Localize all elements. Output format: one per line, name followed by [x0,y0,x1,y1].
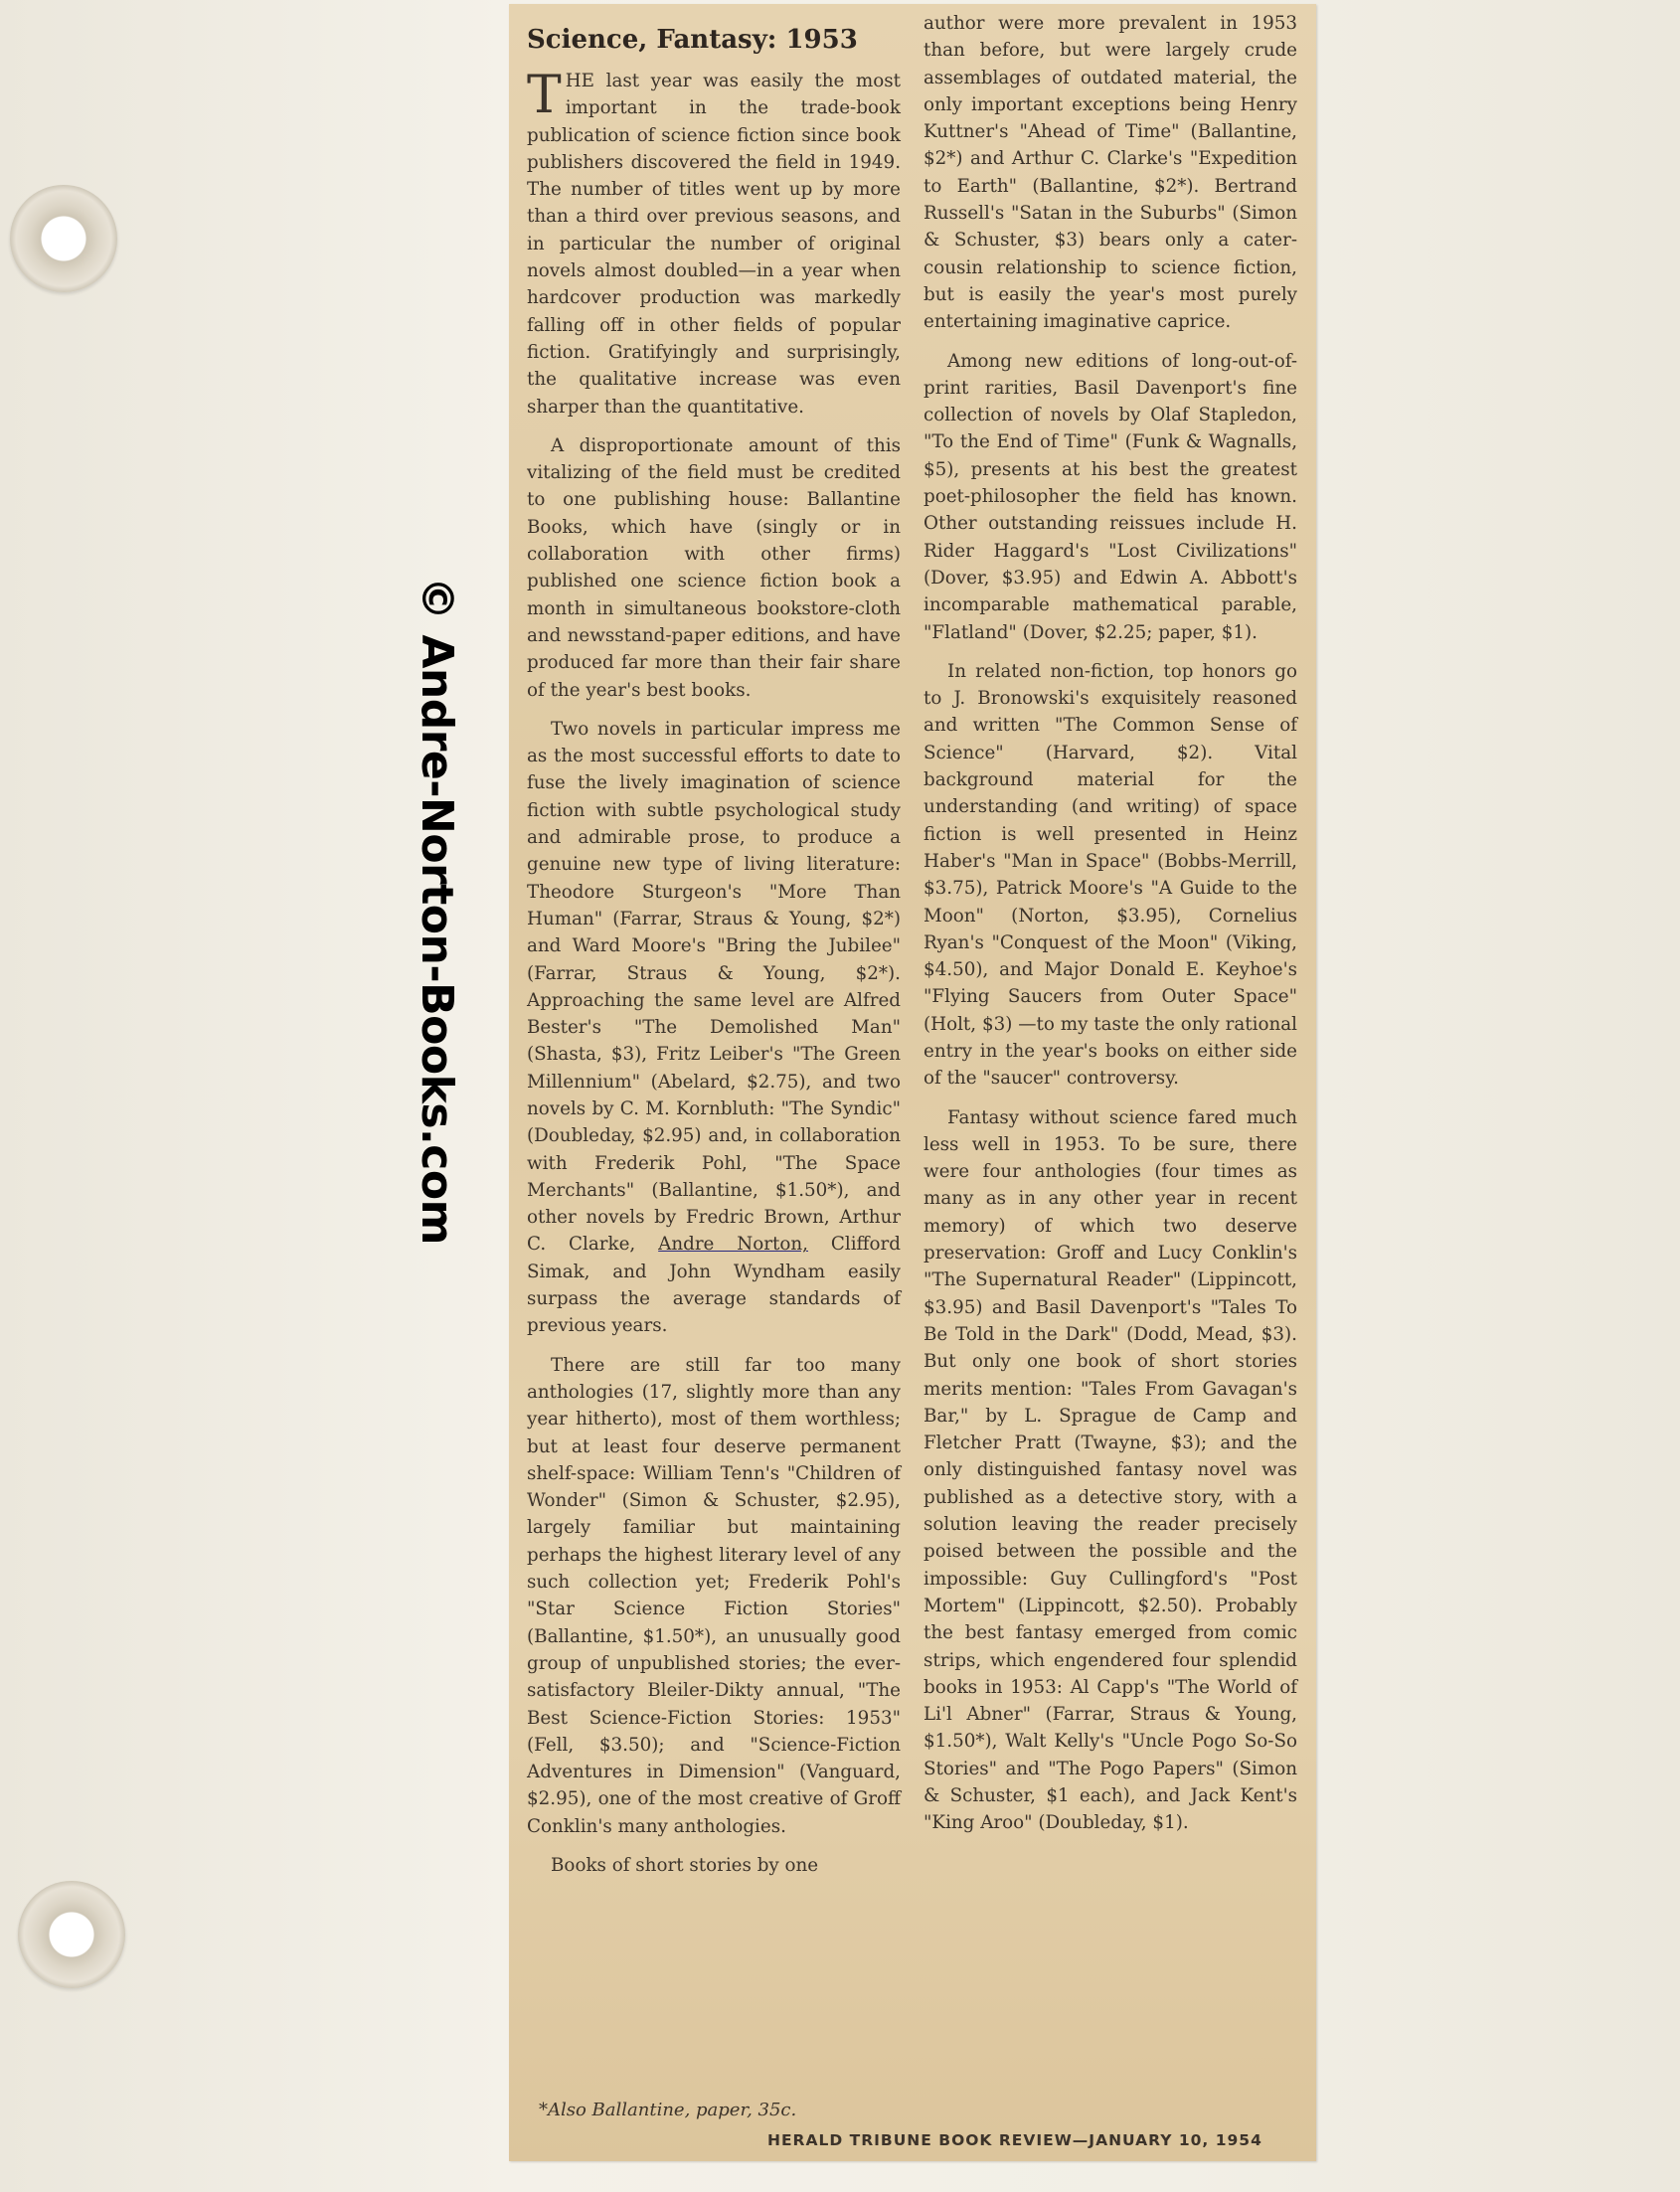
binder-grommet-bottom [18,1881,125,1988]
paragraph-text: Clifford Simak, and John Wyndham easily surpass the average standards of previous years. [527,1234,901,1337]
paragraph: A disproportionate amount of this vitalizing of the field must be credited to one publishing house: Ballantine Books, which have (singly or in collaboration with other firms) published one science fiction book a month in simultaneous bookstore-cloth and newsstand-paper editions, and have produced far more than their fair share of the year's best books. [527,434,901,701]
underlined-author-name: Andre Norton, [658,1234,808,1256]
article-headline: Science, Fantasy: 1953 [527,25,858,55]
article-column-left [527,22,901,1891]
paragraph: Books of short stories by one [551,1855,819,1876]
paragraph: There are still far too many anthologies (17, slightly more than any year hitherto), most of them worthless; but at least four deserve permanent shelf-space: William Tenn's "Children of Wonder" (Simon & Schuster, $2.95), largely familiar but maintaining perhaps the highest literary level of any such collection yet; Frederik Pohl's "Star Science Fiction Stories" (Ballantine, $1.50*), an unusually good group of unpublished stories; the ever-satisfactory Bleiler-Dikty annual, "The Best Science-Fiction Stories: 1953" (Fell, $3.50); and "Science-Fiction Adventures in Dimension" (Vanguard, $2.95), one of the most creative of Groff Conklin's many anthologies. [527,1354,901,1837]
binder-grommet-top [10,185,117,292]
paragraph-text: Two novels in particular impress me as the most successful efforts to date to fuse the lively imagination of science fiction with subtle psychological study and admirable prose, to produce a genuine new type of living literature: Theodore Sturgeon's "More Than Human" (Farrar, Straus & Young, $2*) and Ward Moore's "Bring the Jubilee" (Farrar, Straus & Young, $2*). Approaching the same level are Alfred Bester's "The Demolished Man" (Shasta, $3), Fritz Leiber's "The Green Millennium" (Abelard, $2.75), and two novels by C. M. Kornbluth: "The Syndic" (Doubleday, $2.95) and, in collaboration with Frederik Pohl, "The Space Merchants" (Ballantine, $1.50*), and other novels by Fredric Brown, Arthur C. Clarke, [527,718,901,1256]
paragraph: In related non-fiction, top honors go to J. Bronowski's exquisitely reasoned and written "The Common Sense of Science" (Harvard, $2). Vital background material for the understanding (and writing) of space fiction is well presented in Heinz Haber's "Man in Space" (Bobbs-Merrill, $3.75), Patrick Moore's "A Guide to the Moon" (Norton, $3.95), Cornelius Ryan's "Conquest of the Moon" (Viking, $4.50), and Major Donald E. Keyhoe's "Flying Saucers from Outer Space" (Holt, $3) —to my taste the only rational entry in the year's books on either side of the "saucer" controversy. [924,660,1297,1090]
paragraph: Among new editions of long-out-of-print rarities, Basil Davenport's fine collection of novels by Olaf Stapledon, "To the End of Time" (Funk & Wagnalls, $5), presents at his best the greatest poet-philosopher the field has known. Other outstanding reissues include H. Rider Haggard's "Lost Civilizations" (Dover, $3.95) and Edwin A. Abbott's incomparable mathematical parable, "Flatland" (Dover, $2.25; paper, $1). [924,350,1297,643]
copyright-watermark: © Andre-Norton-Books.com [412,577,462,1245]
paragraph-text: HE last year was easily the most important in the trade-book publication of science fiction since book publishers discovered the field in 1949. The number of titles went up by more than a third over previous seasons, and in particular the number of original novels almost doubled—in a year when hardcover production was markedly falling off in other fields of popular fiction. Gratifyingly and surprisingly, the qualitative increase was even sharper than the quantitative. [527,71,901,418]
newspaper-clipping [509,4,1316,2161]
source-line: HERALD TRIBUNE BOOK REVIEW—JANUARY 10, 1954 [767,2131,1262,2149]
article-column-right [924,10,1297,1849]
paragraph: Fantasy without science fared much less well in 1953. To be sure, there were four anthologies (four times as many as in any other year in recent memory) of which two deserve preservation: Groff and Lucy Conklin's "The Supernatural Reader" (Lippincott, $3.95) and Basil Davenport's "Tales To Be Told in the Dark" (Dodd, Mead, $3). But only one book of short stories merits mention: "Tales From Gavagan's Bar," by L. Sprague de Camp and Fletcher Pratt (Twayne, $3); and the only distinguished fantasy novel was published as a detective story, with a solution leaving the reader precisely poised between the possible and the impossible: Guy Cullingford's "Post Mortem" (Lippincott, $2.50). Probably the best fantasy emerged from comic strips, which engendered four splendid books in 1953: Al Capp's "The World of Li'l Abner" (Farrar, Straus & Young, $1.50*), Walt Kelly's "Uncle Pogo So-So Stories" and "The Pogo Papers" (Simon & Schuster, $1 each), and Jack Kent's "King Aroo" (Doubleday, $1). [924,1106,1297,1834]
paragraph [527,68,901,421]
paragraph [527,716,901,1340]
footnote: *Also Ballantine, paper, 35c. [539,2100,797,2120]
drop-cap: T [527,66,562,125]
paragraph: author were more prevalent in 1953 than before, but were largely crude assemblages of outdated material, the only important exceptions being Henry Kuttner's "Ahead of Time" (Ballantine, $2*) and Arthur C. Clarke's "Expedition to Earth" (Ballantine, $2*). Bertrand Russell's "Satan in the Suburbs" (Simon & Schuster, $3) bears only a cater-cousin relationship to science fiction, but is easily the year's most purely entertaining imaginative caprice. [924,13,1297,333]
